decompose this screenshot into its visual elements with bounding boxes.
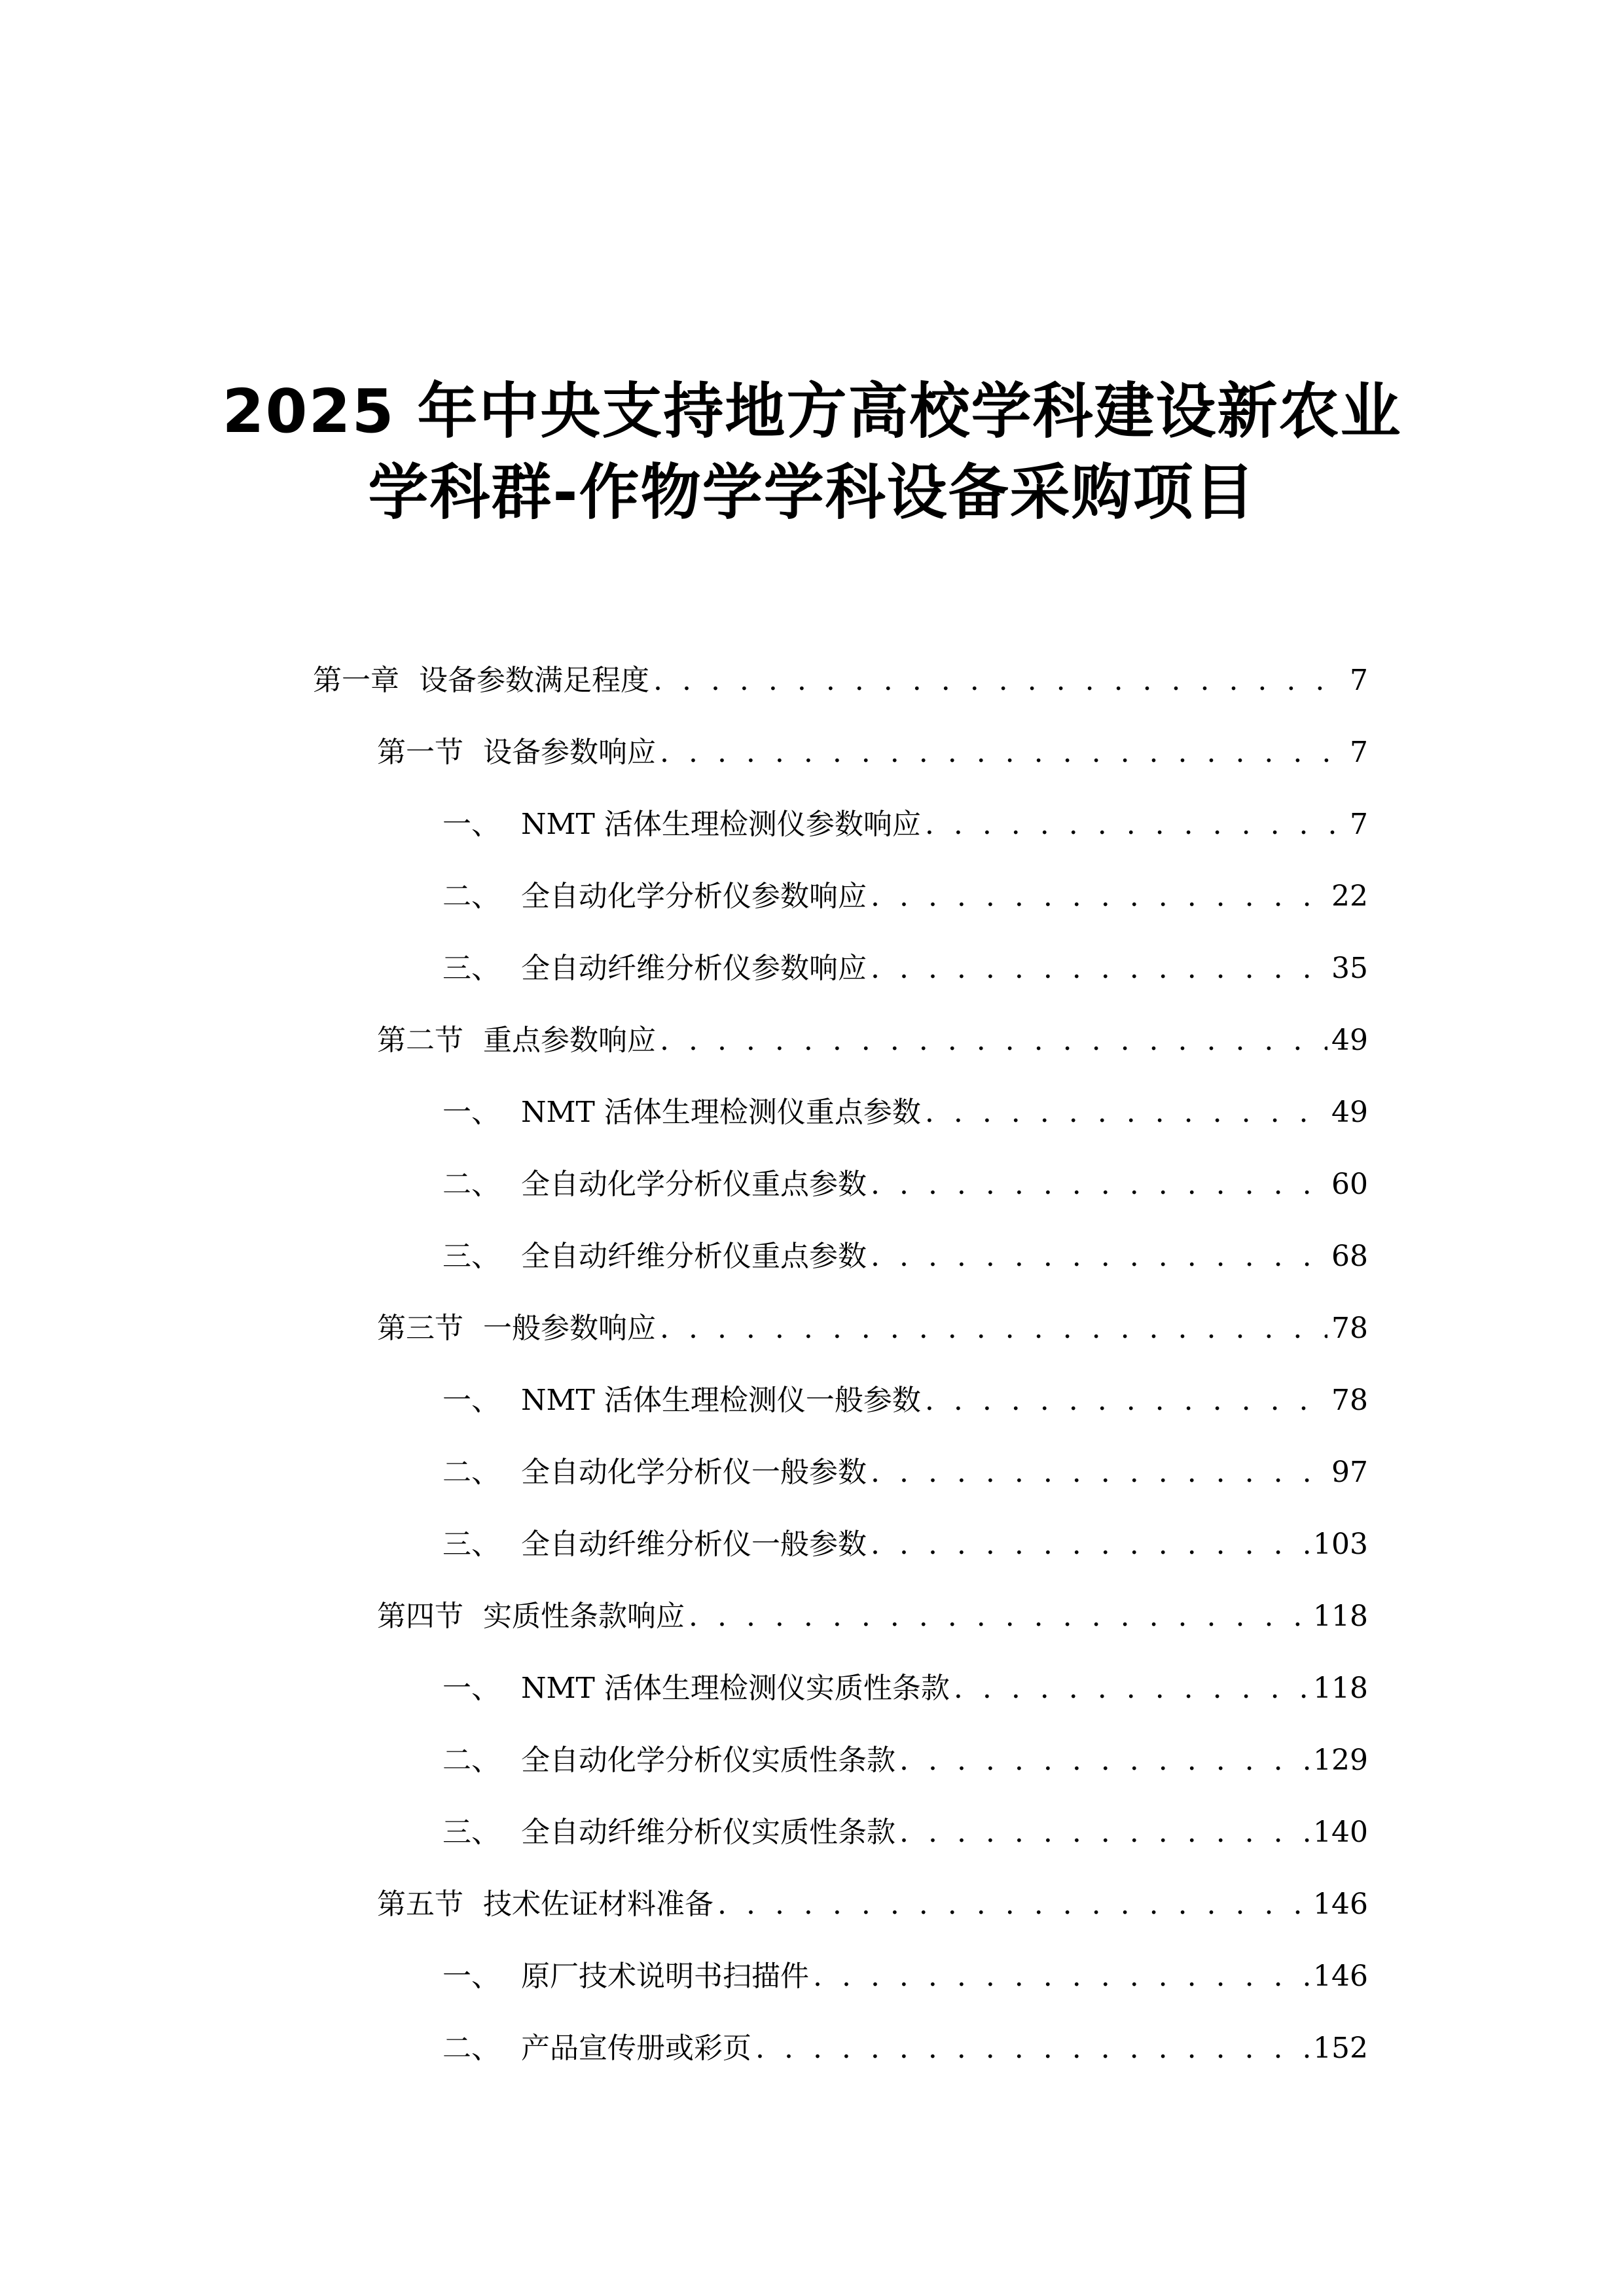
toc-page-number: 97 bbox=[1331, 1456, 1368, 1489]
toc-entry-row bbox=[442, 1669, 1368, 1708]
toc-entry[interactable] bbox=[0, 1221, 1624, 1293]
toc-entry-title: 全自动纤维分析仪参数响应 bbox=[521, 952, 867, 985]
toc-entry-row bbox=[442, 1165, 1368, 1204]
toc-entry[interactable] bbox=[0, 1653, 1624, 1725]
toc-entry-row bbox=[442, 1957, 1368, 1996]
toc-entry-number: 三、 bbox=[442, 1240, 500, 1273]
toc-entry-row bbox=[442, 877, 1368, 916]
toc-entry[interactable] bbox=[0, 1149, 1624, 1221]
toc-page-number: 140 bbox=[1313, 1816, 1368, 1849]
toc-entry-title: 重点参数响应 bbox=[483, 1024, 656, 1057]
toc-page-number: 146 bbox=[1313, 1960, 1368, 1993]
toc-entry-row bbox=[442, 1453, 1368, 1492]
toc-dot-leader bbox=[871, 1237, 1327, 1276]
toc-page-number: 60 bbox=[1331, 1168, 1368, 1201]
toc-entry[interactable] bbox=[0, 1941, 1624, 2013]
toc-dot-leader bbox=[813, 1957, 1309, 1996]
toc-entry-title: 全自动化学分析仪参数响应 bbox=[521, 880, 867, 913]
toc-entry[interactable] bbox=[0, 1365, 1624, 1437]
toc-dot-leader bbox=[871, 877, 1327, 916]
toc-entry[interactable] bbox=[0, 2013, 1624, 2085]
toc-entry-number: 一、 bbox=[442, 1672, 500, 1705]
toc-dot-leader bbox=[925, 1093, 1327, 1132]
toc-dot-leader bbox=[755, 2029, 1309, 2068]
toc-entry-row bbox=[442, 949, 1368, 988]
toc-page-number: 146 bbox=[1313, 1888, 1368, 1921]
toc-entry-row bbox=[377, 733, 1368, 772]
toc-dot-leader bbox=[871, 1525, 1309, 1564]
table-of-contents bbox=[0, 645, 1624, 2085]
toc-entry-title: 全自动纤维分析仪一般参数 bbox=[521, 1528, 867, 1561]
toc-entry-number: 二、 bbox=[442, 2032, 500, 2065]
toc-entry-title: 一般参数响应 bbox=[483, 1312, 656, 1345]
toc-entry-row bbox=[442, 1525, 1368, 1564]
toc-entry-number: 二、 bbox=[442, 1168, 500, 1201]
toc-entry-row bbox=[377, 1309, 1368, 1348]
title-line-1: 2025 年中央支持地方高校学科建设新农业 bbox=[222, 376, 1402, 446]
toc-entry-title: NMT 活体生理检测仪一般参数 bbox=[521, 1384, 921, 1417]
toc-entry-number: 二、 bbox=[442, 880, 500, 913]
toc-entry-title: 设备参数响应 bbox=[483, 736, 656, 769]
toc-entry[interactable] bbox=[0, 1581, 1624, 1653]
toc-dot-leader bbox=[925, 805, 1346, 844]
toc-entry-title: 全自动化学分析仪重点参数 bbox=[521, 1168, 867, 1201]
toc-dot-leader bbox=[899, 1813, 1309, 1852]
toc-page-number: 35 bbox=[1331, 952, 1368, 985]
toc-entry[interactable] bbox=[0, 1077, 1624, 1149]
toc-entry-row bbox=[377, 1885, 1368, 1924]
toc-entry-number: 一、 bbox=[442, 1960, 500, 1993]
toc-entry-number: 三、 bbox=[442, 952, 500, 985]
toc-entry[interactable] bbox=[0, 1005, 1624, 1077]
toc-entry-row bbox=[377, 1597, 1368, 1636]
toc-entry-title: 全自动纤维分析仪重点参数 bbox=[521, 1240, 867, 1273]
toc-page-number: 22 bbox=[1331, 880, 1368, 913]
toc-entry-row bbox=[377, 1021, 1368, 1060]
toc-entry-number: 第五节 bbox=[377, 1888, 463, 1921]
toc-entry-number: 第一章 bbox=[313, 664, 399, 697]
toc-page-number: 118 bbox=[1313, 1672, 1368, 1705]
toc-entry-row bbox=[442, 1237, 1368, 1276]
toc-page-number: 68 bbox=[1331, 1240, 1368, 1273]
toc-entry-title: 全自动纤维分析仪实质性条款 bbox=[521, 1816, 895, 1849]
toc-dot-leader bbox=[660, 1021, 1327, 1060]
toc-entry[interactable] bbox=[0, 789, 1624, 861]
toc-entry[interactable] bbox=[0, 1293, 1624, 1365]
toc-page-number: 129 bbox=[1313, 1744, 1368, 1777]
toc-dot-leader bbox=[660, 733, 1346, 772]
toc-page-number: 49 bbox=[1331, 1024, 1368, 1057]
toc-entry-number: 第四节 bbox=[377, 1600, 463, 1633]
toc-entry-title: NMT 活体生理检测仪参数响应 bbox=[521, 808, 921, 841]
toc-dot-leader bbox=[653, 661, 1346, 700]
toc-page-number: 7 bbox=[1350, 808, 1368, 841]
toc-entry-row bbox=[442, 805, 1368, 844]
toc-entry-number: 三、 bbox=[442, 1528, 500, 1561]
toc-page-number: 78 bbox=[1331, 1384, 1368, 1417]
toc-entry[interactable] bbox=[0, 1797, 1624, 1869]
toc-dot-leader bbox=[717, 1885, 1309, 1924]
toc-entry-title: 产品宣传册或彩页 bbox=[521, 2032, 751, 2065]
toc-entry[interactable] bbox=[0, 933, 1624, 1005]
toc-page-number: 7 bbox=[1350, 736, 1368, 769]
toc-dot-leader bbox=[954, 1669, 1309, 1708]
toc-entry[interactable] bbox=[0, 1437, 1624, 1509]
toc-entry[interactable] bbox=[0, 645, 1624, 717]
toc-entry-number: 二、 bbox=[442, 1744, 500, 1777]
toc-entry-row bbox=[442, 1741, 1368, 1780]
toc-entry-title: 全自动化学分析仪一般参数 bbox=[521, 1456, 867, 1489]
toc-entry[interactable] bbox=[0, 1725, 1624, 1797]
toc-page-number: 118 bbox=[1313, 1600, 1368, 1633]
document-title bbox=[0, 371, 1624, 533]
toc-dot-leader bbox=[871, 1165, 1327, 1204]
toc-page-number: 78 bbox=[1331, 1312, 1368, 1345]
toc-dot-leader bbox=[925, 1381, 1327, 1420]
toc-entry-row bbox=[442, 2029, 1368, 2068]
toc-entry-number: 第二节 bbox=[377, 1024, 463, 1057]
toc-entry[interactable] bbox=[0, 861, 1624, 933]
toc-entry-number: 一、 bbox=[442, 1384, 500, 1417]
toc-entry-number: 三、 bbox=[442, 1816, 500, 1849]
title-line-2: 学科群-作物学学科设备采购项目 bbox=[368, 457, 1256, 528]
toc-entry[interactable] bbox=[0, 1509, 1624, 1581]
toc-entry-row bbox=[442, 1813, 1368, 1852]
toc-page-number: 49 bbox=[1331, 1096, 1368, 1129]
toc-entry-title: NMT 活体生理检测仪实质性条款 bbox=[521, 1672, 950, 1705]
toc-entry-number: 二、 bbox=[442, 1456, 500, 1489]
toc-entry-title: 设备参数满足程度 bbox=[419, 664, 649, 697]
toc-dot-leader bbox=[899, 1741, 1309, 1780]
toc-page-number: 7 bbox=[1350, 664, 1368, 697]
toc-entry-number: 第一节 bbox=[377, 736, 463, 769]
toc-entry-number: 第三节 bbox=[377, 1312, 463, 1345]
toc-dot-leader bbox=[871, 949, 1327, 988]
toc-entry-title: 原厂技术说明书扫描件 bbox=[521, 1960, 809, 1993]
toc-page-number: 152 bbox=[1313, 2032, 1368, 2065]
toc-entry-row bbox=[313, 661, 1368, 700]
toc-entry-title: 技术佐证材料准备 bbox=[483, 1888, 713, 1921]
toc-entry-number: 一、 bbox=[442, 808, 500, 841]
toc-entry-title: NMT 活体生理检测仪重点参数 bbox=[521, 1096, 921, 1129]
toc-entry-title: 实质性条款响应 bbox=[483, 1600, 685, 1633]
toc-dot-leader bbox=[689, 1597, 1309, 1636]
toc-entry-title: 全自动化学分析仪实质性条款 bbox=[521, 1744, 895, 1777]
toc-entry-row bbox=[442, 1093, 1368, 1132]
toc-entry[interactable] bbox=[0, 1869, 1624, 1941]
toc-dot-leader bbox=[871, 1453, 1327, 1492]
toc-page-number: 103 bbox=[1313, 1528, 1368, 1561]
toc-entry-row bbox=[442, 1381, 1368, 1420]
toc-dot-leader bbox=[660, 1309, 1327, 1348]
toc-entry-number: 一、 bbox=[442, 1096, 500, 1129]
toc-entry[interactable] bbox=[0, 717, 1624, 789]
